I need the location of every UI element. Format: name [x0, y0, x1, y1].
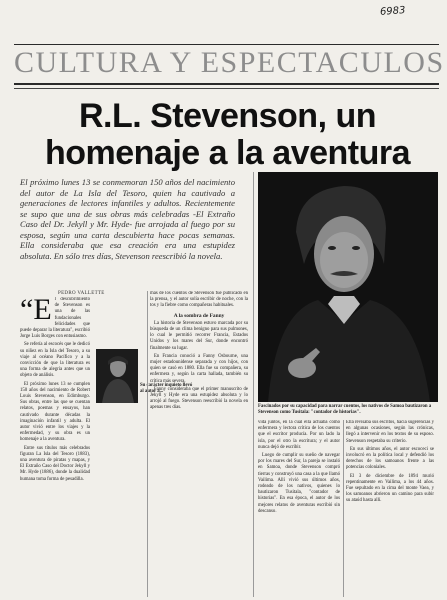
- column-subhead: A la sombra de Fanny: [173, 312, 225, 319]
- large-photo-caption: Fascinados por su capacidad para narrar cuentos, los nativos de Samoa bautizaron a Stevenson como Tusitala: "contador de historias".: [258, 404, 432, 415]
- section-title-text: CULTURA Y ESPECTACULOS: [14, 46, 445, 79]
- headline-line-2: homenaje a la aventura: [44, 134, 411, 172]
- stevenson-portrait-photo: [258, 172, 438, 402]
- article-paragraph: Se refería al escocés que le dedicó su niñez en la Isla del Tesoro, a su viaje al océano Pacífico y a la convicción de que la literatura es una forma de alegría antes que un objeto de análisis.: [20, 342, 90, 379]
- top-rule: [14, 44, 439, 45]
- article-paragraph: Fanny consideraba que el primer manuscrito de Jekyll y Hyde era una estupidez absoluta y lo arrojó al fuego. Stevenson reescribió la novela en apenas tres días.: [150, 386, 248, 411]
- small-portrait-photo: [96, 349, 138, 403]
- column-divider: [343, 420, 344, 597]
- handwritten-note: 6983: [379, 5, 406, 18]
- deck-text: El próximo lunes 13 se conmemoran 150 años del nacimiento del autor de La Isla del Tesoro, quien ha cautivado a generaciones de lectores infantiles y adultos. Recientemente se supo que una de sus obras más celebradas -El Extraño Caso del Dr. Jekyll y Mr. Hyde- fue arrojada al fuego por su esposa, según una carta descubierta hace pocas semanas. Ella consideraba que esa creación era una estupidez absoluta. En sólo tres días, Stevenson reescribió la novela.: [20, 177, 235, 261]
- section-bottom-rule: [14, 83, 439, 85]
- column-divider: [147, 291, 148, 597]
- article-paragraph: más de los cuentos de Stevenson fue publicado en la prensa, y el autor solía escribir de noche, con la tos y la fiebre como compañeras habituales.: [150, 291, 248, 309]
- article-paragraph: vida juntos, en la cual ella actuaba como enfermera y lectora crítica de los cuentos que el escritor producía. Por un lado la isla, por el otro la escritura; y el autor nunca dejó de escribir.: [258, 420, 340, 450]
- article-column-2: [150, 291, 248, 597]
- article-paragraph: La historia de Stevenson estuvo marcada por su búsqueda de un clima benigno para sus pulmones, lo cual le permitió recorrer Francia, Estados Unidos y los mares del Sur, donde encontró finalmente su lugar.: [150, 320, 248, 351]
- article-paragraph: En sus últimos años, el autor escoceci se involucró en la política local y defendió los derechos de los samoanos frente a las potencias coloniales.: [346, 446, 434, 471]
- portrait-illustration: [96, 349, 138, 403]
- article-paragraph: Entre sus títulos más celebrados figuran La Isla del Tesoro (1883), una aventura de piratas y mapas, y El Extraño Caso del Doctor Jekyll y Mr. Hyde (1886), donde la dualidad humana toma forma de pesadilla.: [20, 445, 90, 482]
- article-column-3: [258, 420, 340, 597]
- article-paragraph: l descubrimiento de Stevenson es una de las fundacionales felicidades que puede deparar la literatura", escribió Jorge Luis Borges con entusiasmo.: [20, 297, 90, 340]
- article-column-1: [20, 297, 90, 597]
- article-paragraph: En Francia conoció a Fanny Osbourne, una mujer estadounidense separada y con hijos, con quien se casó en 1880. Ella fue su compañera, su enfermera y, según la carta hallada, también su crítica más severa.: [150, 353, 248, 384]
- stevenson-portrait-illustration: [258, 172, 438, 402]
- section-title: [14, 46, 445, 79]
- small-photo-caption: Su carácter inquieto llevó al autor a...: [140, 383, 193, 394]
- column-divider: [253, 172, 254, 597]
- thin-rule: [14, 88, 439, 94]
- article-paragraph: Ella revisaba sus escritos, hacía sugerencias y en algunas ocasiones, según las crónicas, llegó a intervenir en los textos de su esposo. Stevenson respetaba su criterio.: [346, 420, 434, 444]
- byline: PEDRO VALLETTE: [58, 291, 105, 296]
- drop-cap: “E: [20, 297, 52, 326]
- article-paragraph: Luego de cumplir su sueño de navegar por los mares del Sur, la pareja se instaló en Samoa, donde Stevenson compró tierras y construyó una casa a la que llamó Vailima. Allí vivió sus últimos años, rodeado de los nativos, quienes lo bautizaron Tusitala, "contador de historias". En esa época, el autor de los mejores relatos de aventuras escribió sin descanso.: [258, 453, 340, 514]
- headline: [20, 98, 435, 172]
- article-column-4: [346, 420, 434, 597]
- headline-line-1: R.L. Stevenson, un: [78, 97, 377, 135]
- article-paragraph: El 3 de diciembre de 1894 murió repentinamente en Vailima, a los 44 años. Fue sepultado en la cima del monte Vaea, y los samoanos abrieron un camino para subir su ataúd hasta allí.: [346, 473, 434, 504]
- article-paragraph: El próximo lunes 13 se cumplen 150 años del nacimiento de Robert Louis Stevenson, en Edimburgo. Sus obras, entre las que se cuentan relatos, poemas y ensayos, han cautivado durante décadas la imaginación infantil y adulta. El autor vivió entre los viajes y la enfermedad, y su obra es un homenaje a la aventura.: [20, 381, 90, 443]
